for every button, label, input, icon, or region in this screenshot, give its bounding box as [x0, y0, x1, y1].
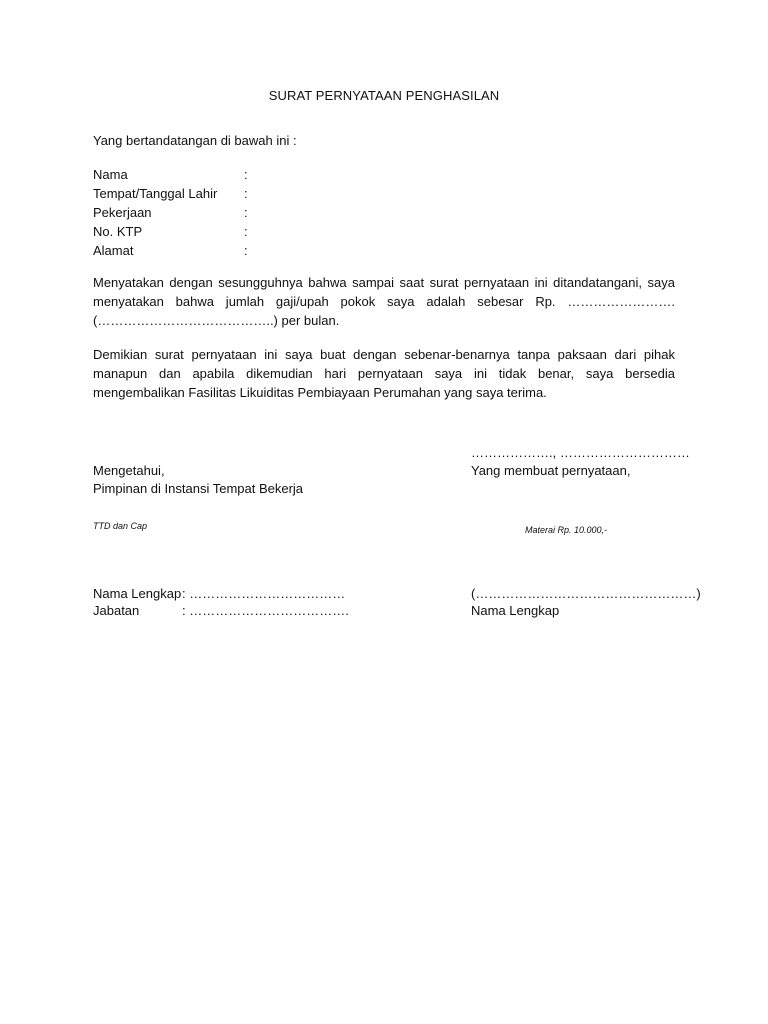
declarant-name-label: Nama Lengkap — [471, 603, 560, 618]
identity-fields — [93, 165, 254, 260]
employer-position-label: Jabatan — [93, 603, 140, 618]
acknowledged-label: Mengetahui, — [93, 463, 165, 478]
employer-details — [93, 585, 349, 619]
declarant-signature-heading: Yang membuat pernyataan, — [471, 463, 631, 478]
employer-name-row — [93, 585, 349, 602]
field-colon: : — [244, 224, 248, 239]
statement-paragraph: Menyatakan dengan sesungguhnya bahwa sampai saat surat pernyataan ini ditandatangani, saya menyatakan bahwa jumlah gaji/upah pokok saya adalah sebesar Rp. ……………………. (…………………………………..) per bulan. — [93, 275, 675, 328]
place-date-line: ………………., ………………………… — [471, 445, 690, 460]
field-pekerjaan — [93, 203, 254, 222]
field-nama — [93, 165, 254, 184]
closing-paragraph: Demikian surat pernyataan ini saya buat dengan sebenar-benarnya tanpa paksaan dari pihak manapun dan apabila dikemudian hari pernyataan saya ini tidak benar, saya bersedia mengembalikan Fasilitas Likuiditas Pembiayaan Perumahan yang saya terima. — [93, 347, 675, 400]
employer-signature-heading — [93, 462, 303, 498]
employer-position-row — [93, 602, 349, 619]
employer-name-blank: : ……………………………… — [182, 586, 346, 601]
employer-position-blank: : ………………………………. — [182, 603, 349, 618]
field-label: Nama — [93, 167, 128, 182]
intro-text: Yang bertandatangan di bawah ini : — [93, 133, 297, 148]
field-label: Alamat — [93, 243, 134, 258]
field-tempat-tanggal-lahir — [93, 184, 254, 203]
signature-stamp-note: TTD dan Cap — [93, 521, 148, 531]
field-colon: : — [244, 167, 248, 182]
field-no-ktp — [93, 222, 254, 241]
field-colon: : — [244, 243, 248, 258]
field-label: No. KTP — [93, 224, 143, 239]
field-label: Pekerjaan — [93, 205, 152, 220]
stamp-duty-note: Materai Rp. 10.000,- — [525, 525, 608, 535]
employer-role-label: Pimpinan di Instansi Tempat Bekerja — [93, 481, 304, 496]
employer-name-label: Nama Lengkap — [93, 586, 182, 601]
document-title: SURAT PERNYATAAN PENGHASILAN — [268, 88, 500, 103]
field-label: Tempat/Tanggal Lahir — [93, 186, 218, 201]
field-colon: : — [244, 186, 248, 201]
declarant-name-blank: (……………………………………………) — [471, 586, 701, 601]
field-colon: : — [244, 205, 248, 220]
field-alamat — [93, 241, 254, 260]
declarant-details — [471, 585, 701, 619]
